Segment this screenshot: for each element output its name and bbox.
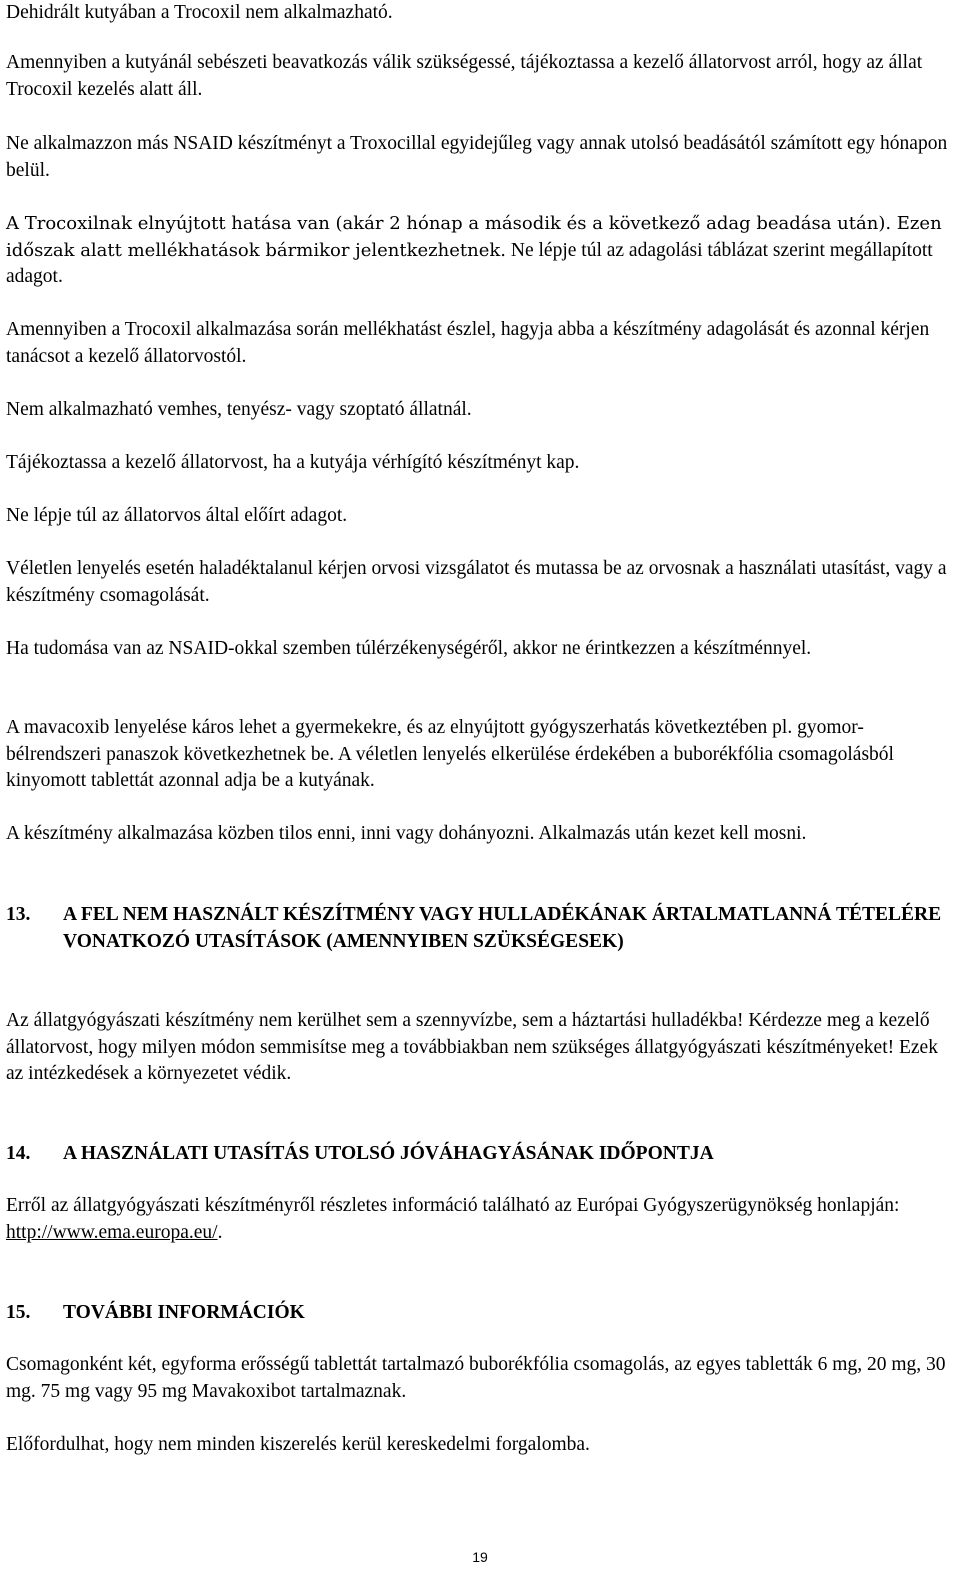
paragraph-dose-limit: Ne lépje túl az állatorvos által előírt adagot.	[6, 505, 348, 526]
paragraph-side-effects: Amennyiben a Trocoxil alkalmazása során mellékhatást észlel, hagyja abba a készítmény adagolását és azonnal kérjen tanácsot a kezelő állatorvostól.	[6, 319, 930, 367]
section-14-heading	[6, 1140, 956, 1167]
section-15-title: TOVÁBBI INFORMÁCIÓK	[63, 1302, 305, 1323]
paragraph-prolonged-effect-dose: Ne lépje túl az adagolási táblázat szerint megállapított adagot.	[6, 239, 933, 287]
paragraph-prolonged-effect	[6, 211, 956, 291]
section-14-title: A HASZNÁLATI UTASÍTÁS UTOLSÓ JÓVÁHAGYÁSÁNAK IDŐPONTJA	[63, 1143, 714, 1164]
paragraph-pregnancy: Nem alkalmazható vemhes, tenyész- vagy szoptató állatnál.	[6, 399, 472, 420]
ema-website-link[interactable]: http://www.ema.europa.eu/	[6, 1221, 218, 1243]
paragraph-hypersensitivity: Ha tudomása van az NSAID-okkal szemben túlérzékenységéről, akkor ne érintkezzen a készítménnyel.	[6, 638, 812, 659]
section-14-body-end: .	[217, 1221, 223, 1243]
paragraph-hygiene: A készítmény alkalmazása közben tilos enni, inni vagy dohányozni. Alkalmazás után kezet kell mosni.	[6, 823, 807, 844]
paragraph-nsaid: Ne alkalmazzon más NSAID készítményt a Troxocillal egyidejűleg vagy annak utolsó beadásától számított egy hónapon belül.	[6, 133, 948, 181]
section-13-body: Az állatgyógyászati készítmény nem kerülhet sem a szennyvízbe, sem a háztartási hulladékba! Kérdezze meg a kezelő állatorvost, hogy milyen módon semmisítse meg a továbbiakban nem szükséges állatgyógyászati készítményeket! Ezek az intézkedések a környezetet védik.	[6, 1010, 938, 1084]
section-14-body	[6, 1193, 956, 1246]
paragraph-prolonged-effect-main: A Trocoxilnak elnyújtott hatása van (akár 2 hónap a második és a következő adag beadása után). Ezen időszak alatt mellékhatások bármikor jelentkezhetnek.	[6, 213, 942, 261]
section-15-body-packaging: Csomagonként két, egyforma erősségű tablettát tartalmazó buborékfólia csomagolás, az egyes tabletták 6 mg, 20 mg, 30 mg. 75 mg vagy 95 mg Mavakoxibot tartalmaznak.	[6, 1354, 946, 1402]
section-14-body-text: Erről az állatgyógyászati készítményről részletes információ található az Európai Gyógyszerügynökség honlapján:	[6, 1195, 900, 1216]
section-13-number: 13.	[6, 904, 31, 925]
section-13-title: A FEL NEM HASZNÁLT KÉSZÍTMÉNY VAGY HULLADÉKÁNAK ÁRTALMATLANNÁ TÉTELÉRE VONATKOZÓ UTASÍTÁSOK (AMENNYIBEN SZÜKSÉGESEK)	[63, 904, 942, 952]
paragraph-children: A mavacoxib lenyelése káros lehet a gyermekekre, és az elnyújtott gyógyszerhatás következtében pl. gyomor-bélrendszeri panaszok következhetnek be. A véletlen lenyelés elkerülése érdekében a buborékfólia csomagolásból kinyomott tablettát azonnal adja be a kutyának.	[6, 717, 894, 791]
page-number: 19	[472, 1549, 488, 1565]
paragraph-anticoagulant: Tájékoztassa a kezelő állatorvost, ha a kutyája vérhígító készítményt kap.	[6, 452, 580, 473]
section-15-heading	[6, 1299, 956, 1326]
section-14-number: 14.	[6, 1143, 31, 1164]
section-15-body-availability: Előfordulhat, hogy nem minden kiszerelés kerül kereskedelmi forgalomba.	[6, 1434, 590, 1455]
paragraph-surgery: Amennyiben a kutyánál sebészeti beavatkozás válik szükségessé, tájékoztassa a kezelő állatorvost arról, hogy az állat Trocoxil kezelés alatt áll.	[6, 52, 923, 100]
section-15-number: 15.	[6, 1302, 31, 1323]
section-13-heading	[6, 901, 956, 955]
paragraph-ingestion: Véletlen lenyelés esetén haladéktalanul kérjen orvosi vizsgálatot és mutassa be az orvosnak a használati utasítást, vagy a készítmény csomagolását.	[6, 558, 947, 606]
paragraph-dehydrated: Dehidrált kutyában a Trocoxil nem alkalmazható.	[6, 2, 393, 23]
